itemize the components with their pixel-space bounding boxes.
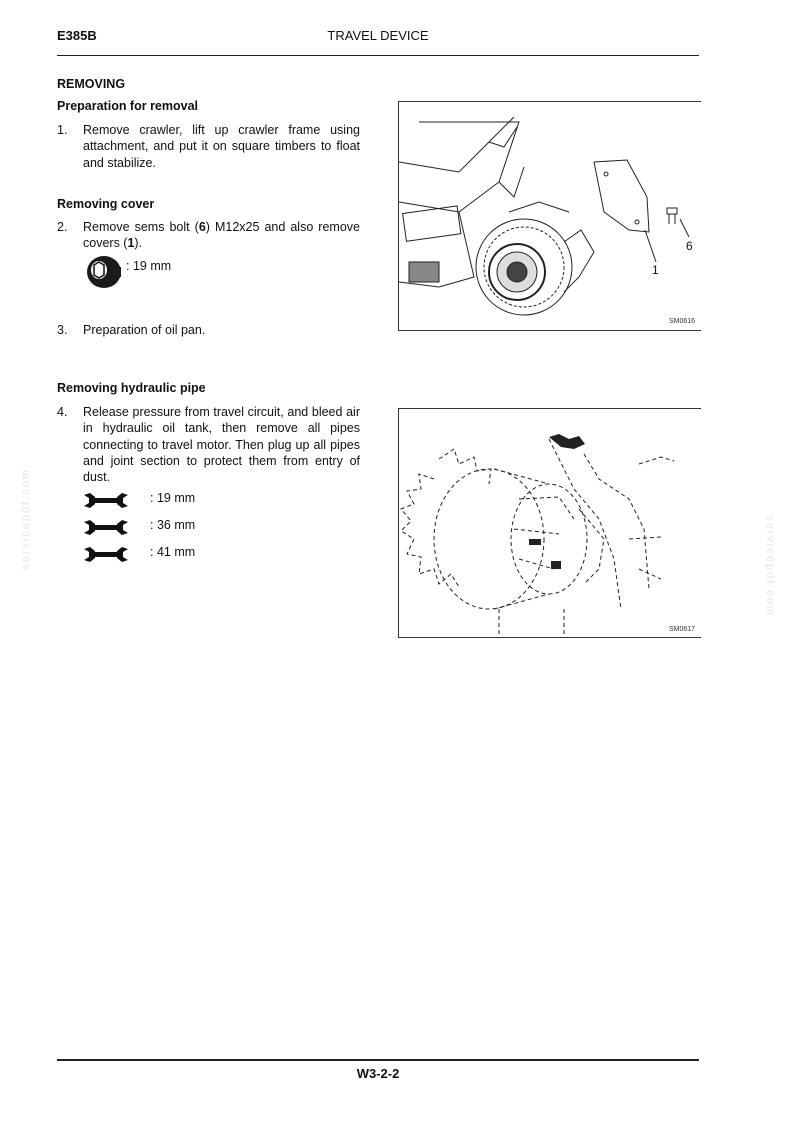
tool-socket-19 — [84, 255, 204, 289]
tool-size: : 19 mm — [150, 491, 196, 505]
step-number: 4. — [57, 405, 68, 419]
step-text: Release pressure from travel circuit, and bleed air in hydraulic oil tank, then remove all pipes connecting to travel motor. Then plug up all pipes and joint section to protect them from entry of dust. — [83, 405, 360, 485]
step-text-part: ). — [134, 236, 143, 251]
figure-sm0616 — [398, 101, 701, 331]
tool-size: : 36 mm — [150, 518, 196, 532]
tool-size: : 19 mm — [126, 259, 172, 273]
figure-code: SM0616 — [669, 318, 696, 325]
subsection-removing-cover: Removing cover — [57, 197, 155, 211]
ref-callout: 1 — [127, 236, 135, 251]
step-1 — [57, 122, 360, 171]
header-divider — [57, 55, 699, 56]
model-code: E385B — [57, 28, 97, 43]
callout-label: 1 — [652, 263, 659, 277]
figure-code: SM0617 — [669, 626, 696, 633]
step-number: 2. — [57, 220, 68, 234]
tool-size: : 41 mm — [150, 545, 196, 559]
ref-callout: 6 — [198, 220, 206, 234]
watermark-right: servicepdf.com — [764, 515, 776, 617]
figure-drawing-cover-removal — [399, 102, 701, 330]
step-3 — [57, 322, 360, 338]
figure-drawing-hydraulic-pipe — [399, 409, 701, 637]
subsection-hydraulic-pipe: Removing hydraulic pipe — [57, 381, 206, 395]
step-number: 1. — [57, 123, 68, 137]
watermark-left: servicepdf.com — [20, 468, 32, 570]
step-text-part: ) M12x25 and also remove covers ( — [83, 220, 360, 251]
step-text: Preparation of oil pan. — [83, 323, 206, 337]
page-title — [0, 28, 756, 43]
socket-wrench-icon — [84, 255, 124, 292]
subsection-preparation: Preparation for removal — [57, 99, 199, 113]
step-text: Remove crawler, lift up crawler frame using attachment, and put it on square timbers to float and stabilize. — [83, 123, 360, 170]
step-text — [83, 219, 360, 252]
step-number: 3. — [57, 323, 68, 337]
callout-label: 6 — [686, 239, 693, 253]
step-text-part: Remove sems bolt ( — [83, 220, 199, 234]
step-4 — [57, 404, 360, 485]
page-number: W3-2-2 — [356, 1066, 400, 1081]
section-title: REMOVING — [57, 77, 126, 91]
footer-divider — [57, 1059, 699, 1061]
page-title-text: TRAVEL DEVICE — [327, 28, 429, 43]
step-2 — [57, 219, 360, 252]
figure-sm0617 — [398, 408, 701, 638]
